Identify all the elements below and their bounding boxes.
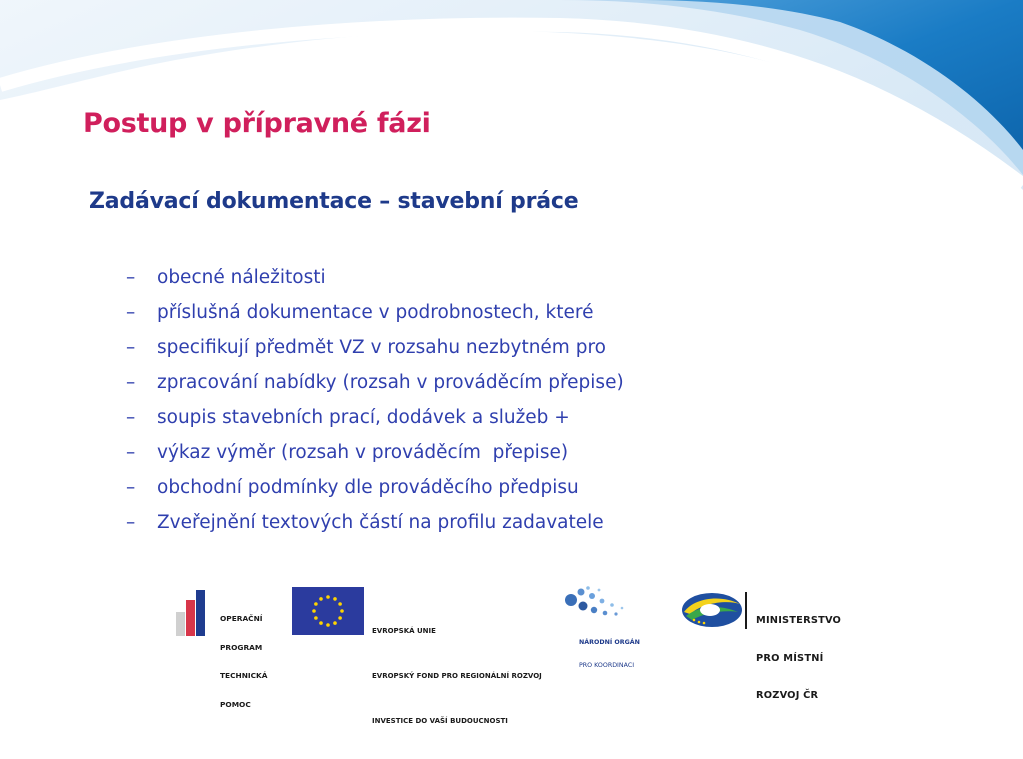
bullet-dash: – [126, 267, 136, 288]
eu-line-3: INVESTICE DO VAŠÍ BUDOUCNOSTI [372, 717, 508, 725]
logo-strip [0, 578, 1023, 725]
optp-line-2: PROGRAM [220, 642, 263, 652]
slide-subtitle: Zadávací dokumentace – stavební práce [89, 189, 579, 214]
bullet-item [126, 470, 624, 505]
bullet-text: obchodní podmínky dle prováděcího předpisu [157, 477, 579, 498]
optp-line-3: TECHNICKÁ [220, 671, 268, 680]
eu-line-2: EVROPSKÝ FOND PRO REGIONÁLNÍ ROZVOJ [372, 672, 542, 680]
eu-line-1: EVROPSKÁ UNIE [372, 627, 436, 635]
bullet-dash: – [126, 302, 136, 323]
dots-emblem-icon [561, 584, 631, 622]
mmr-emblem-icon [680, 590, 744, 630]
bullet-dash: – [126, 372, 136, 393]
optp-bars-icon [176, 586, 214, 636]
bullet-list [126, 260, 624, 540]
bullet-item [126, 505, 624, 540]
narodni-organ-line-1: NÁRODNÍ ORGÁN [579, 639, 640, 646]
bullet-item [126, 260, 624, 295]
bullet-dash: – [126, 512, 136, 533]
bullet-text: výkaz výměr (rozsah v prováděcím přepise) [157, 442, 569, 463]
bullet-item [126, 400, 624, 435]
slide-title: Postup v přípravné fázi [83, 108, 431, 139]
bullet-text: specifikují předmět VZ v rozsahu nezbytném pro [157, 337, 606, 358]
eu-logo [292, 587, 552, 725]
bullet-dash: – [126, 337, 136, 358]
optp-line-1: OPERAČNÍ [220, 614, 263, 623]
bullet-text: soupis stavebních prací, dodávek a služeb + [157, 407, 570, 428]
bullet-text: Zveřejnění textových částí na profilu zadavatele [157, 512, 604, 533]
bullet-item [126, 330, 624, 365]
bullet-text: příslušná dokumentace v podrobnostech, které [157, 302, 594, 323]
optp-logo [176, 586, 286, 709]
mmr-logo [680, 588, 860, 701]
mmr-divider [745, 592, 747, 629]
bullet-dash: – [126, 442, 136, 463]
mmr-line-2: PRO MÍSTNÍ [756, 652, 824, 664]
bullet-dash: – [126, 407, 136, 428]
mmr-line-3: ROZVOJ ČR [756, 690, 819, 701]
bullet-text: zpracování nabídky (rozsah v prováděcím přepise) [157, 372, 624, 393]
bullet-text: obecné náležitosti [157, 267, 326, 288]
narodni-organ-line-2: PRO KOORDINACI [579, 661, 635, 669]
bullet-item [126, 365, 624, 400]
eu-flag-icon [292, 587, 364, 635]
mmr-line-1: MINISTERSTVO [756, 615, 842, 626]
bullet-item [126, 295, 624, 330]
bullet-dash: – [126, 477, 136, 498]
optp-line-4: POMOC [220, 699, 251, 709]
bullet-item [126, 435, 624, 470]
narodni-organ-logo [561, 584, 651, 669]
